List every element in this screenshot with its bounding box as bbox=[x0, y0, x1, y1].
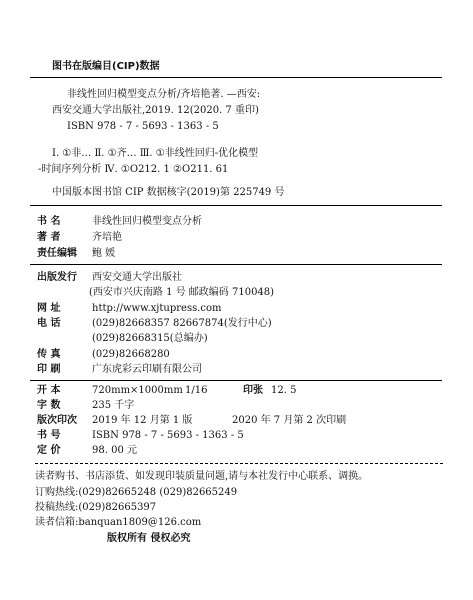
cip-heading: 图书在版编目(CIP)数据 bbox=[52, 61, 160, 72]
isbn-value: ISBN 978 - 7 - 5693 - 1363 - 5 bbox=[92, 430, 244, 441]
fax-label: 传 真 bbox=[37, 349, 61, 360]
reader-mail: 读者信箱:banquan1809@126.com bbox=[35, 517, 202, 528]
order-hotline: 订购热线:(029)82665248 (029)82665249 bbox=[35, 487, 238, 498]
sheets-value: 12. 5 bbox=[271, 385, 297, 396]
words-value: 235 千字 bbox=[92, 400, 135, 411]
editor-value: 鲍 媛 bbox=[92, 248, 116, 259]
price-label: 定 价 bbox=[37, 445, 61, 456]
cip-line-2: 西安交通大学出版社,2019. 12(2020. 7 重印) bbox=[52, 105, 259, 116]
title-label: 书 名 bbox=[37, 216, 61, 227]
format-label: 开 本 bbox=[37, 385, 61, 396]
words-label: 字 数 bbox=[37, 400, 61, 411]
printer-label: 印 刷 bbox=[37, 364, 61, 375]
cip-line-1: 非线性回归模型变点分析/齐培艳著. —西安: bbox=[67, 89, 261, 100]
reader-notice: 读者购书、书店添货、如发现印装质量问题,请与本社发行中心联系、调换。 bbox=[35, 471, 369, 482]
website-value: http://www.xjtupress.com bbox=[92, 303, 222, 314]
top-rule bbox=[30, 77, 442, 78]
format-value: 720mm×1000mm bbox=[92, 385, 183, 396]
printing-value: 2020 年 7 月第 2 次印刷 bbox=[232, 415, 347, 426]
publisher-name: 西安交通大学出版社 bbox=[92, 272, 182, 283]
edition-label: 版次印次 bbox=[37, 415, 77, 426]
edition-value: 2019 年 12 月第 1 版 bbox=[92, 415, 193, 426]
phone-line-1: (029)82668357 82667874(发行中心) bbox=[92, 318, 272, 329]
cip-bottom-rule bbox=[30, 205, 442, 206]
book-info-rule bbox=[30, 264, 442, 265]
phone-label: 电 话 bbox=[37, 318, 61, 329]
cip-line-4: Ⅰ. ①非… Ⅱ. ①齐… Ⅲ. ①非线性回归-优化模型 bbox=[52, 148, 259, 159]
format-fold: 1/16 bbox=[185, 385, 208, 396]
publisher-label: 出版发行 bbox=[37, 272, 77, 283]
isbn-label: 书 号 bbox=[37, 430, 61, 441]
publisher-rule bbox=[30, 380, 442, 381]
website-label: 网 址 bbox=[37, 303, 61, 314]
specs-dashed-rule bbox=[35, 463, 443, 464]
publisher-address: (西安市兴庆南路 1 号 邮政编码 710048) bbox=[89, 287, 275, 298]
title-value: 非线性回归模型变点分析 bbox=[92, 216, 202, 227]
fax-value: (029)82668280 bbox=[92, 349, 170, 360]
cip-line-3: ISBN 978 - 7 - 5693 - 1363 - 5 bbox=[67, 121, 219, 132]
phone-line-2: (029)82668315(总编办) bbox=[92, 333, 208, 344]
editor-label: 责任编辑 bbox=[37, 248, 77, 259]
submission-hotline: 投稿热线:(029)82665397 bbox=[35, 502, 157, 513]
author-label: 著 者 bbox=[37, 232, 61, 243]
rights-notice: 版权所有 侵权必究 bbox=[107, 533, 191, 544]
cip-verification: 中国版本图书馆 CIP 数据核字(2019)第 225749 号 bbox=[52, 187, 285, 198]
price-value: 98. 00 元 bbox=[92, 445, 137, 456]
sheets-label: 印张 bbox=[243, 385, 263, 396]
author-value: 齐培艳 bbox=[92, 232, 122, 243]
cip-line-5: -时间序列分析 Ⅳ. ①O212. 1 ②O211. 61 bbox=[38, 164, 229, 175]
printer-value: 广东虎彩云印刷有限公司 bbox=[92, 364, 202, 375]
